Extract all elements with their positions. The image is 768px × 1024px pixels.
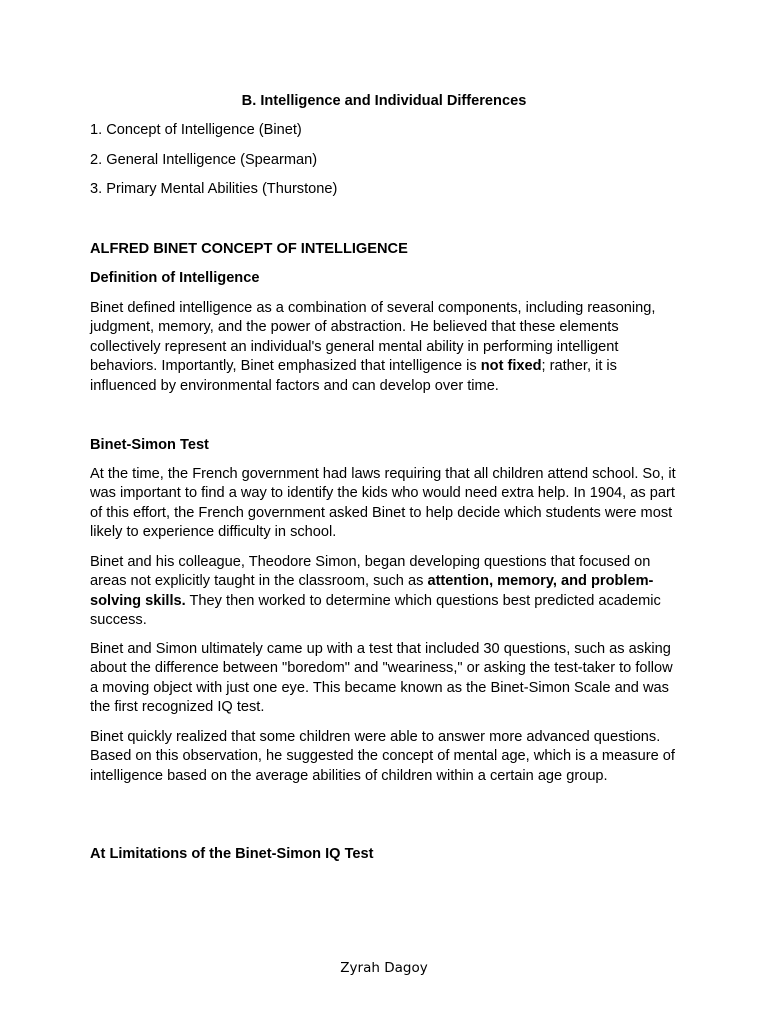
binet-simon-heading: Binet-Simon Test — [90, 437, 209, 453]
binet-simon-paragraph-2 — [90, 553, 680, 631]
definition-text-end: ; rather, it is influenced by environmental factors and can develop over time. — [90, 358, 617, 394]
list-item: 3. Primary Mental Abilities (Thurstone) — [90, 181, 338, 197]
binet-heading: ALFRED BINET CONCEPT OF INTELLIGENCE — [90, 241, 408, 257]
footer-author-name: Zyrah Dagoy — [340, 960, 428, 976]
paragraph-2-bold-text: attention, memory, and problem-solving skills. — [90, 573, 654, 609]
limitations-heading: At Limitations of the Binet-Simon IQ Test — [90, 846, 374, 862]
definition-text: Binet defined intelligence as a combination of several components, including reasoning, judgment, memory, and the power of abstraction. He believed that these elements collectively represent an individual's general mental ability in performing intelligent behaviors. Importantly, Binet emphasized that intelligence is — [90, 300, 656, 375]
section-title: B. Intelligence and Individual Differences — [241, 93, 527, 109]
definition-heading: Definition of Intelligence — [90, 270, 260, 286]
definition-bold-text: not fixed — [480, 358, 542, 375]
definition-paragraph — [90, 299, 680, 396]
binet-simon-paragraph-1: At the time, the French government had laws requiring that all children attend school. So, it was important to find a way to identify the kids who would need extra help. In 1904, as part of this effort, the French government asked Binet to help decide which students were most likely to experience difficulty in school. — [90, 466, 676, 541]
binet-simon-paragraph-3: Binet and Simon ultimately came up with a test that included 30 questions, such as asking about the difference between "boredom" and "weariness," or asking the test-taker to follow a moving object with just one eye. This became known as the Binet-Simon Scale and was the first recognized IQ test. — [90, 641, 673, 716]
binet-simon-paragraph-4: Binet quickly realized that some children were able to answer more advanced questions. Based on this observation, he suggested the concept of mental age, which is a measure of intelligence based on the average abilities of children within a certain age group. — [90, 729, 675, 784]
paragraph-2-text: Binet and his colleague, Theodore Simon, began developing questions that focused on areas not explicitly taught in the classroom, such as — [90, 554, 651, 590]
list-item: 2. General Intelligence (Spearman) — [90, 152, 318, 168]
list-item: 1. Concept of Intelligence (Binet) — [90, 122, 302, 138]
paragraph-2-text-end: They then worked to determine which questions best predicted academic success. — [90, 592, 661, 629]
